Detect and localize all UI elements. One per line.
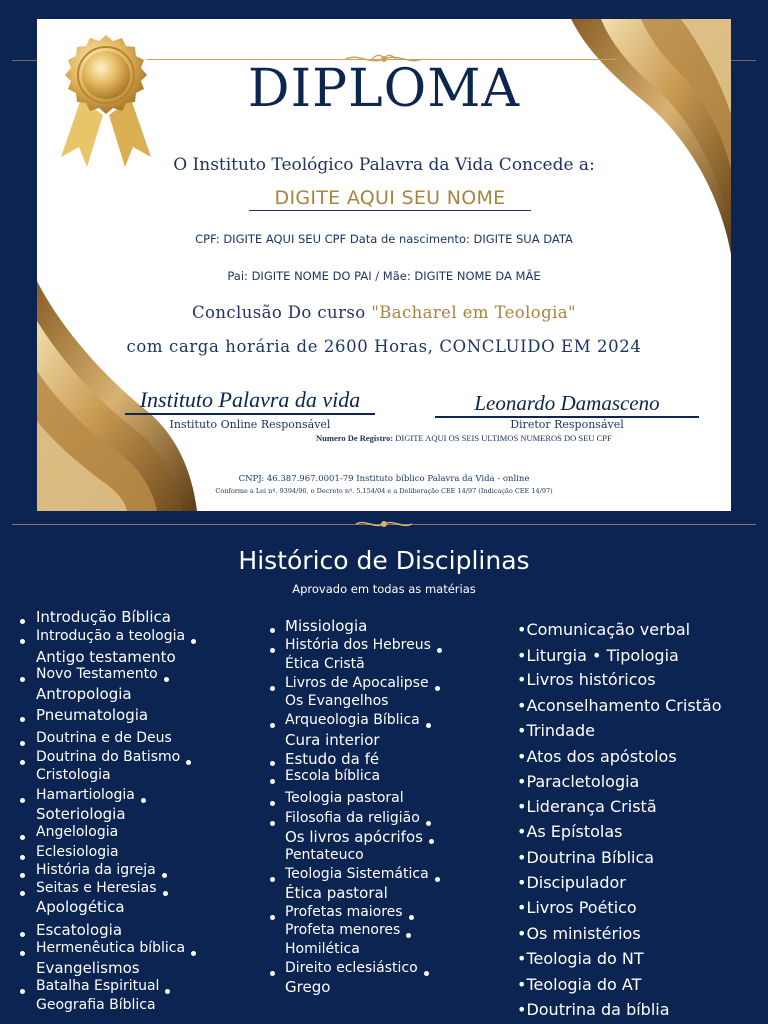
bullet-icon <box>270 686 275 691</box>
discipline-col3-item: •Livros históricos <box>517 670 656 689</box>
bullet-icon <box>270 801 275 806</box>
discipline-col1-item: Antigo testamento <box>36 648 176 666</box>
discipline-col3-item: •Atos dos apóstolos <box>517 747 677 766</box>
diploma-certificate <box>37 19 731 511</box>
discipline-col2-item: Estudo da fé <box>285 750 380 768</box>
bullet-icon <box>270 761 275 766</box>
diploma-title: DIPLOMA <box>247 59 521 119</box>
bullet-icon <box>20 741 25 746</box>
discipline-col3-item: •As Epístolas <box>517 822 623 841</box>
bullet-icon <box>406 933 411 938</box>
bullet-icon <box>20 677 25 682</box>
bullet-icon <box>20 951 25 956</box>
discipline-col2-item: Missiologia <box>285 617 368 635</box>
registration-label: Numero De Registro: <box>316 433 394 443</box>
bullet-icon <box>20 717 25 722</box>
bullet-icon <box>270 877 275 882</box>
course-line <box>37 303 731 322</box>
concede-line: O Instituto Teológico Palavra da Vida Concede a: <box>173 155 595 175</box>
bullet-icon <box>191 951 196 956</box>
flourish-ornament-icon <box>354 517 414 531</box>
discipline-col2-item: Escola bíblica <box>285 768 381 784</box>
cpf-birthdate-line[interactable]: CPF: DIGITE AQUI SEU CPF Data de nascimento: DIGITE SUA DATA <box>195 232 573 246</box>
history-subtitle: Aprovado em todas as matérias <box>292 582 476 596</box>
discipline-col3-item: •Liturgia • Tipologia <box>517 646 679 665</box>
discipline-col3-item: •Liderança Cristã <box>517 797 657 816</box>
registration-number-line[interactable] <box>316 433 612 443</box>
bullet-icon <box>270 915 275 920</box>
discipline-col2-item: Arqueologia Bíblica <box>285 712 420 728</box>
bullet-icon <box>270 648 275 653</box>
bullet-icon <box>270 723 275 728</box>
discipline-col3-item: •Comunicação verbal <box>517 620 691 639</box>
bullet-icon <box>141 798 146 803</box>
discipline-col1-item: Cristologia <box>36 767 111 783</box>
bullet-icon <box>20 873 25 878</box>
bullet-icon <box>162 873 167 878</box>
bullet-icon <box>20 639 25 644</box>
discipline-col2-item: Grego <box>285 978 331 996</box>
discipline-col1-item: Hermenêutica bíblica <box>36 940 186 956</box>
bullet-icon <box>424 971 429 976</box>
discipline-col1-item: Seitas e Heresias <box>36 880 157 896</box>
bullet-icon <box>164 677 169 682</box>
course-prefix: Conclusão Do curso <box>191 303 372 322</box>
hours-line: com carga horária de 2600 Horas, CONCLUIDO EM 2024 <box>126 337 642 356</box>
bullet-icon <box>426 723 431 728</box>
discipline-col2-item: Profetas maiores <box>285 904 403 920</box>
discipline-col1-item: Angelologia <box>36 824 119 840</box>
discipline-col3-item: •Livros Poético <box>517 898 637 917</box>
discipline-col3-item: •Teologia do AT <box>517 975 642 994</box>
discipline-col1-item: Apologética <box>36 898 125 916</box>
discipline-col2-item: Os livros apócrifos <box>285 828 423 846</box>
history-title: Histórico de Disciplinas <box>238 546 530 575</box>
registration-value: DIGITE AQUI OS SEIS ULTIMOS NUMEROS DO SEU CPF <box>393 433 612 443</box>
discipline-col2-item: Teologia pastoral <box>285 790 404 806</box>
discipline-col2-item: Pentateuco <box>285 847 364 863</box>
discipline-col2-item: História dos Hebreus <box>285 637 431 653</box>
discipline-col1-item: Eclesiologia <box>36 844 119 860</box>
gold-wave-decoration-top-right <box>571 19 731 254</box>
bullet-icon <box>426 821 431 826</box>
bullet-icon <box>270 971 275 976</box>
discipline-col1-item: Batalha Espiritual <box>36 978 160 994</box>
discipline-col1-item: Novo Testamento <box>36 666 158 682</box>
discipline-col3-item: •Discipulador <box>517 873 626 892</box>
bullet-icon <box>165 989 170 994</box>
bullet-icon <box>20 932 25 937</box>
course-name: "Bacharel em Teologia" <box>371 303 577 322</box>
bullet-icon <box>20 855 25 860</box>
discipline-col1-item: Introdução a teologia <box>36 628 186 644</box>
bullet-icon <box>429 839 434 844</box>
discipline-col3-item: •Doutrina da bíblia <box>517 1000 670 1019</box>
discipline-col2-item: Direito eclesiástico <box>285 960 418 976</box>
bullet-icon <box>20 891 25 896</box>
recipient-name-field[interactable]: DIGITE AQUI SEU NOME <box>249 187 531 211</box>
bullet-icon <box>437 648 442 653</box>
bullet-icon <box>20 835 25 840</box>
discipline-col1-item: Hamartiologia <box>36 787 135 803</box>
discipline-col2-item: Livros de Apocalipse <box>285 675 429 691</box>
discipline-col1-item: Introdução Bíblica <box>36 608 171 626</box>
bullet-icon <box>270 628 275 633</box>
discipline-col2-item: Ética pastoral <box>285 884 388 902</box>
discipline-col1-item: Antropologia <box>36 685 132 703</box>
parents-line[interactable]: Pai: DIGITE NOME DO PAI / Mãe: DIGITE NOME DA MÃE <box>227 269 541 283</box>
cnpj-line: CNPJ: 46.387.967.0001-79 Instituto bíblico Palavra da Vida - online <box>238 474 530 484</box>
discipline-col1-item: Pneumatologia <box>36 706 149 724</box>
discipline-col1-item: Soteriologia <box>36 805 126 823</box>
discipline-col3-item: •Teologia do NT <box>517 949 644 968</box>
bullet-icon <box>435 686 440 691</box>
bullet-icon <box>20 619 25 624</box>
discipline-col3-item: •Trindade <box>517 721 595 740</box>
discipline-col2-item: Ética Cristã <box>285 656 365 672</box>
bullet-icon <box>20 760 25 765</box>
discipline-col3-item: •Os ministérios <box>517 924 641 943</box>
signature-institute: Instituto Palavra da vida <box>125 387 375 415</box>
bullet-icon <box>191 639 196 644</box>
bullet-icon <box>270 821 275 826</box>
discipline-col1-item: Evangelismos <box>36 959 140 977</box>
signature-director: Leonardo Damasceno <box>435 391 699 418</box>
discipline-col1-item: Escatologia <box>36 921 123 939</box>
bullet-icon <box>163 891 168 896</box>
discipline-col3-item: •Paracletologia <box>517 772 640 791</box>
discipline-col1-item: Doutrina do Batismo <box>36 749 181 765</box>
discipline-col3-item: •Aconselhamento Cristão <box>517 696 722 715</box>
discipline-col1-item: História da igreja <box>36 862 156 878</box>
bullet-icon <box>270 779 275 784</box>
signature-director-role: Diretor Responsável <box>510 418 624 431</box>
bullet-icon <box>409 915 414 920</box>
discipline-col3-item: •Doutrina Bíblica <box>517 848 655 867</box>
discipline-col1-item: Geografia Bíblica <box>36 997 156 1013</box>
legal-line: Conforme a Lei nº. 9394/96, o Decreto nº. 5.154/04 e a Deliberação CEE 14/97 (Indicação CEE 14/97) <box>215 487 553 495</box>
discipline-col2-item: Profeta menores <box>285 922 401 938</box>
discipline-col2-item: Filosofia da religião <box>285 810 420 826</box>
signature-institute-role: Instituto Online Responsável <box>169 418 331 431</box>
discipline-col1-item: Doutrina e de Deus <box>36 730 172 746</box>
bullet-icon <box>435 877 440 882</box>
bullet-icon <box>20 798 25 803</box>
bullet-icon <box>20 989 25 994</box>
discipline-col2-item: Teologia Sistemática <box>285 866 429 882</box>
discipline-col2-item: Os Evangelhos <box>285 693 389 709</box>
discipline-col2-item: Homilética <box>285 941 360 957</box>
discipline-col2-item: Cura interior <box>285 731 380 749</box>
bullet-icon <box>186 760 191 765</box>
